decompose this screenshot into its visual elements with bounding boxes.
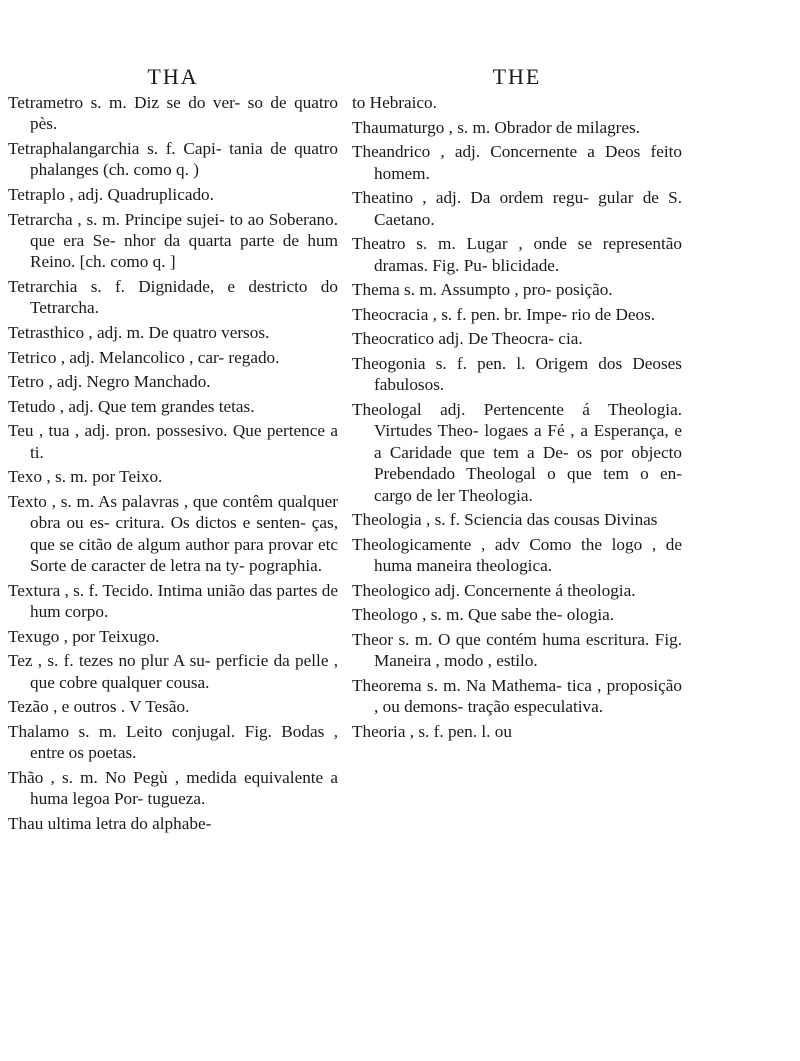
entry-definition: , adv Como the logo , de huma maneira theologica. bbox=[374, 534, 682, 576]
entry-headword: Tetrametro bbox=[8, 93, 84, 112]
entry-definition: , s. m. Obrador de milagres. bbox=[444, 117, 640, 137]
entry-definition: , adj. Que tem grandes tetas. bbox=[55, 396, 255, 416]
dictionary-entry bbox=[352, 721, 682, 742]
entry-definition: s. m. Lugar , onde se representão dramas. Fig. Pu- blicidade. bbox=[374, 234, 682, 275]
entry-definition: , adj. Quadruplicado. bbox=[65, 185, 214, 204]
entry-definition: , s. m. No Pegù , medida equivalente a huma legoa Por- tugueza. bbox=[30, 767, 338, 809]
entry-headword: Theologico bbox=[352, 580, 431, 600]
entry-headword: Tetrasthico bbox=[8, 323, 85, 342]
dictionary-entry bbox=[352, 399, 682, 506]
entry-definition: , s. f. Tecido. Intima união das partes de hum corpo. bbox=[30, 580, 338, 622]
right-column bbox=[352, 62, 682, 746]
dictionary-entry bbox=[8, 813, 338, 834]
entry-definition: , s. f. Sciencia das cousas Divinas bbox=[421, 510, 658, 530]
entry-headword: Theologia bbox=[352, 510, 422, 530]
dictionary-entry bbox=[8, 371, 338, 392]
dictionary-entry bbox=[352, 675, 682, 718]
entry-headword: Theor bbox=[352, 629, 394, 649]
entry-definition: , s. m. Que sabe the- ologia. bbox=[417, 605, 615, 625]
entry-definition: s. m. Diz se do ver- so de quatro pès. bbox=[30, 93, 338, 134]
dictionary-entry bbox=[8, 696, 338, 717]
right-entries bbox=[352, 92, 682, 742]
entry-headword: Thema bbox=[352, 280, 400, 300]
entry-definition: adj. Pertencente á Theologia. Virtudes Theo- logaes a Fé , a Esperança, e a Caridade que tem a De- os por objecto Prebendado Theologal o que tem o en- cargo de ler Theologia. bbox=[374, 399, 682, 505]
dictionary-entry bbox=[8, 322, 338, 343]
entry-headword: Tetrarchia bbox=[8, 277, 78, 296]
entry-headword: Theocracia bbox=[352, 304, 429, 324]
entry-headword: Thão bbox=[8, 767, 44, 787]
dictionary-entry bbox=[352, 353, 682, 396]
entry-headword: Theoria bbox=[352, 721, 406, 741]
entry-headword: Textura bbox=[8, 580, 61, 600]
entry-definition: adj. Concernente á theologia. bbox=[430, 580, 636, 600]
dictionary-entry bbox=[352, 187, 682, 230]
entry-headword: Teu bbox=[8, 421, 34, 441]
dictionary-entry bbox=[8, 184, 338, 205]
entry-definition: , e outros . V Tesão. bbox=[48, 697, 190, 717]
dictionary-entry bbox=[352, 629, 682, 672]
entry-headword: Theologal bbox=[352, 399, 422, 419]
dictionary-entry bbox=[352, 328, 682, 349]
entry-definition: , por Teixugo. bbox=[59, 626, 160, 646]
dictionary-entry bbox=[8, 420, 338, 463]
dictionary-entry bbox=[352, 279, 682, 300]
dictionary-entry bbox=[8, 276, 338, 319]
entry-definition: s. m. Assumpto , pro- posição. bbox=[399, 280, 613, 300]
entry-headword: Theatino bbox=[352, 188, 414, 208]
dictionary-entry bbox=[352, 304, 682, 325]
entry-definition: adj. De Theocra- cia. bbox=[434, 329, 583, 349]
entry-definition: to Hebraico. bbox=[352, 93, 437, 112]
entry-definition: , tua , adj. pron. possesivo. Que pertence a ti. bbox=[30, 421, 338, 462]
entry-headword: Theogonia bbox=[352, 353, 426, 373]
entry-headword: Theatro bbox=[352, 234, 406, 254]
dictionary-entry bbox=[8, 396, 338, 417]
entry-definition: , s. m. As palavras , que contêm qualquer obra ou es- critura. Os dictos e senten- ças, que se citão de algum author para provar etc Sorte de caracter de letra na ty- pographia. bbox=[30, 491, 338, 576]
entry-headword: Tetraphalangarchia bbox=[8, 139, 140, 158]
entry-definition: , s. f. pen. br. Impe- rio de Deos. bbox=[428, 304, 656, 324]
entry-headword: Tetraplo bbox=[8, 185, 66, 204]
entry-definition: s. m. Leito conjugal. Fig. Bodas , entre os poetas. bbox=[30, 721, 338, 763]
left-column bbox=[8, 62, 338, 838]
entry-headword: Texugo bbox=[8, 626, 60, 646]
left-entries bbox=[8, 92, 338, 834]
entry-definition: s. m. Na Mathema- tica , proposição , ou demons- tração especulativa. bbox=[374, 675, 682, 717]
entry-definition: s. m. O que contém huma escritura. Fig. Maneira , modo , estilo. bbox=[374, 629, 682, 671]
entry-definition: , s. m. Principe sujei- to ao Soberano. que era Se- nhor da quarta parte de hum Reino. [ch. como q. ] bbox=[30, 209, 338, 272]
entry-headword: Thalamo bbox=[8, 721, 70, 741]
right-column-header: THE bbox=[492, 64, 542, 89]
dictionary-entry bbox=[352, 117, 682, 138]
entry-definition: , adj. Melancolico , car- regado. bbox=[56, 347, 280, 367]
dictionary-entry bbox=[8, 347, 338, 368]
entry-headword: Tez bbox=[8, 651, 33, 671]
dictionary-entry bbox=[352, 604, 682, 625]
entry-definition: , adj. Da ordem regu- gular de S. Caetano. bbox=[374, 188, 682, 229]
dictionary-entry bbox=[8, 767, 338, 810]
dictionary-entry bbox=[8, 721, 338, 764]
entry-definition: , adj. Concernente a Deos feito homem. bbox=[374, 142, 682, 183]
entry-headword: Texto bbox=[8, 491, 47, 511]
dictionary-entry bbox=[352, 92, 682, 113]
entry-definition: s. f. Dignidade, e destricto do Tetrarcha. bbox=[30, 277, 338, 318]
entry-headword: Theologicamente bbox=[352, 534, 472, 554]
entry-headword: Tetro bbox=[8, 372, 45, 392]
dictionary-entry bbox=[352, 233, 682, 276]
entry-definition: s. f. pen. l. Origem dos Deoses fabulosos. bbox=[374, 353, 682, 395]
dictionary-entry bbox=[352, 534, 682, 577]
entry-headword: Theandrico bbox=[352, 142, 431, 162]
entry-definition: , s. f. pen. l. ou bbox=[405, 721, 512, 741]
entry-definition: , s. f. tezes no plur A su- perficie da pelle , que cobre qualquer cousa. bbox=[30, 651, 338, 692]
entry-definition: , adj. m. De quatro versos. bbox=[84, 323, 270, 342]
dictionary-entry bbox=[8, 466, 338, 487]
dictionary-entry bbox=[352, 580, 682, 601]
dictionary-entry bbox=[352, 509, 682, 530]
entry-definition: , adj. Negro Manchado. bbox=[44, 372, 211, 392]
entry-definition: s. f. Capi- tania de quatro phalanges (ch. como q. ) bbox=[30, 139, 338, 180]
dictionary-entry bbox=[8, 580, 338, 623]
entry-definition: ultima letra do alphabe- bbox=[43, 813, 212, 833]
entry-headword: Theocratico bbox=[352, 329, 435, 349]
dictionary-entry bbox=[8, 92, 338, 135]
entry-headword: Thau bbox=[8, 813, 44, 833]
entry-headword: Tetudo bbox=[8, 396, 56, 416]
entry-headword: Theologo bbox=[352, 605, 418, 625]
entry-headword: Tezão bbox=[8, 697, 49, 717]
dictionary-entry bbox=[352, 141, 682, 184]
dictionary-entry bbox=[8, 626, 338, 647]
entry-headword: Thaumaturgo bbox=[352, 117, 445, 137]
entry-headword: Tetrarcha bbox=[8, 209, 73, 229]
entry-headword: Texo bbox=[8, 467, 43, 487]
dictionary-entry bbox=[8, 491, 338, 577]
entry-headword: Theorema bbox=[352, 675, 422, 695]
dictionary-entry bbox=[8, 209, 338, 273]
entry-definition: , s. m. por Teixo. bbox=[42, 467, 163, 487]
entry-headword: Tetrico bbox=[8, 347, 57, 367]
dictionary-entry bbox=[8, 650, 338, 693]
left-column-header: THA bbox=[147, 64, 199, 89]
dictionary-entry bbox=[8, 138, 338, 181]
